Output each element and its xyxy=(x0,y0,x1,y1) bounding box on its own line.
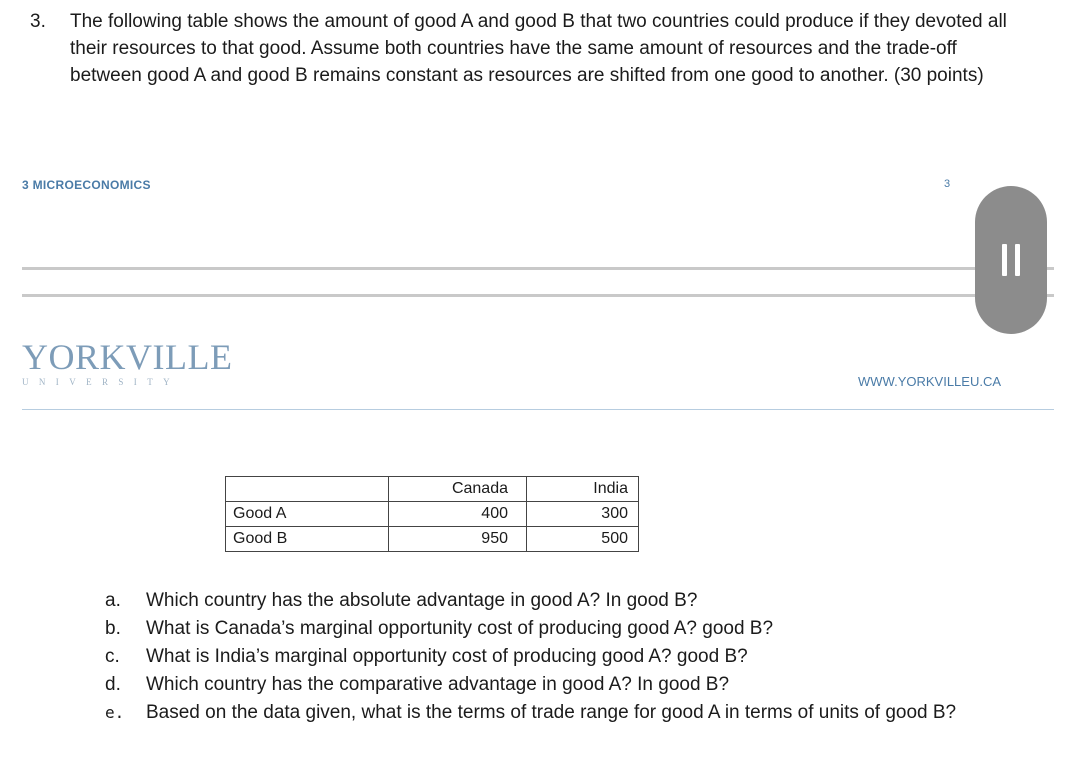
table-header-canada: Canada xyxy=(389,477,527,502)
table-row-label: Good B xyxy=(226,527,389,552)
question-number: 3. xyxy=(30,11,46,32)
subquestion-text: What is India’s marginal opportunity cost of producing good A? good B? xyxy=(146,646,748,667)
logo-subtitle: UNIVERSITY xyxy=(22,377,180,387)
list-item xyxy=(0,587,1080,615)
page-break-line-top xyxy=(22,267,1054,270)
table-header-cell xyxy=(226,477,389,502)
table-row xyxy=(226,502,639,527)
website-url[interactable]: WWW.YORKVILLEU.CA xyxy=(858,374,1002,389)
pause-icon xyxy=(1002,244,1020,276)
table-cell-canada: 950 xyxy=(389,527,527,552)
university-logo xyxy=(22,338,232,387)
table-cell-india: 300 xyxy=(527,502,639,527)
pause-button[interactable] xyxy=(975,186,1047,334)
question-text: The following table shows the amount of good A and good B that two countries could produce if they devoted all their resources to that good. Assume both countries have the same amount of resources and the trade-off between good A and good B remains constant as resources are shifted from one good to another. (30 points) xyxy=(70,11,1007,86)
subquestion-letter: e. xyxy=(105,703,125,722)
page-break-line-bottom xyxy=(22,294,1054,297)
subquestion-letter: a. xyxy=(105,590,121,611)
subquestion-text: What is Canada’s marginal opportunity cost of producing good A? good B? xyxy=(146,618,774,639)
table-row-label: Good A xyxy=(226,502,389,527)
table-cell-canada: 400 xyxy=(389,502,527,527)
footer-divider xyxy=(22,409,1054,410)
list-item xyxy=(0,615,1080,643)
subquestion-letter: d. xyxy=(105,674,121,695)
subquestion-text: Which country has the absolute advantage in good A? In good B? xyxy=(146,590,698,611)
list-item xyxy=(0,671,1080,699)
list-item xyxy=(0,643,1080,671)
table-row xyxy=(226,527,639,552)
table-header-row xyxy=(226,477,639,502)
logo-wordmark: YORKVILLE xyxy=(22,337,233,377)
production-table xyxy=(225,476,639,552)
page-number: 3 xyxy=(944,178,951,190)
list-item xyxy=(0,699,1080,755)
subquestion-text: Based on the data given, what is the terms of trade range for good A in terms of units of good B? xyxy=(146,702,957,723)
subquestion-list xyxy=(0,587,1080,755)
table-header-india: India xyxy=(527,477,639,502)
subquestion-letter: c. xyxy=(105,646,120,667)
course-title: 3 MICROECONOMICS xyxy=(22,178,151,192)
table-cell-india: 500 xyxy=(527,527,639,552)
subquestion-text: Which country has the comparative advantage in good A? In good B? xyxy=(146,674,730,695)
subquestion-letter: b. xyxy=(105,618,121,639)
